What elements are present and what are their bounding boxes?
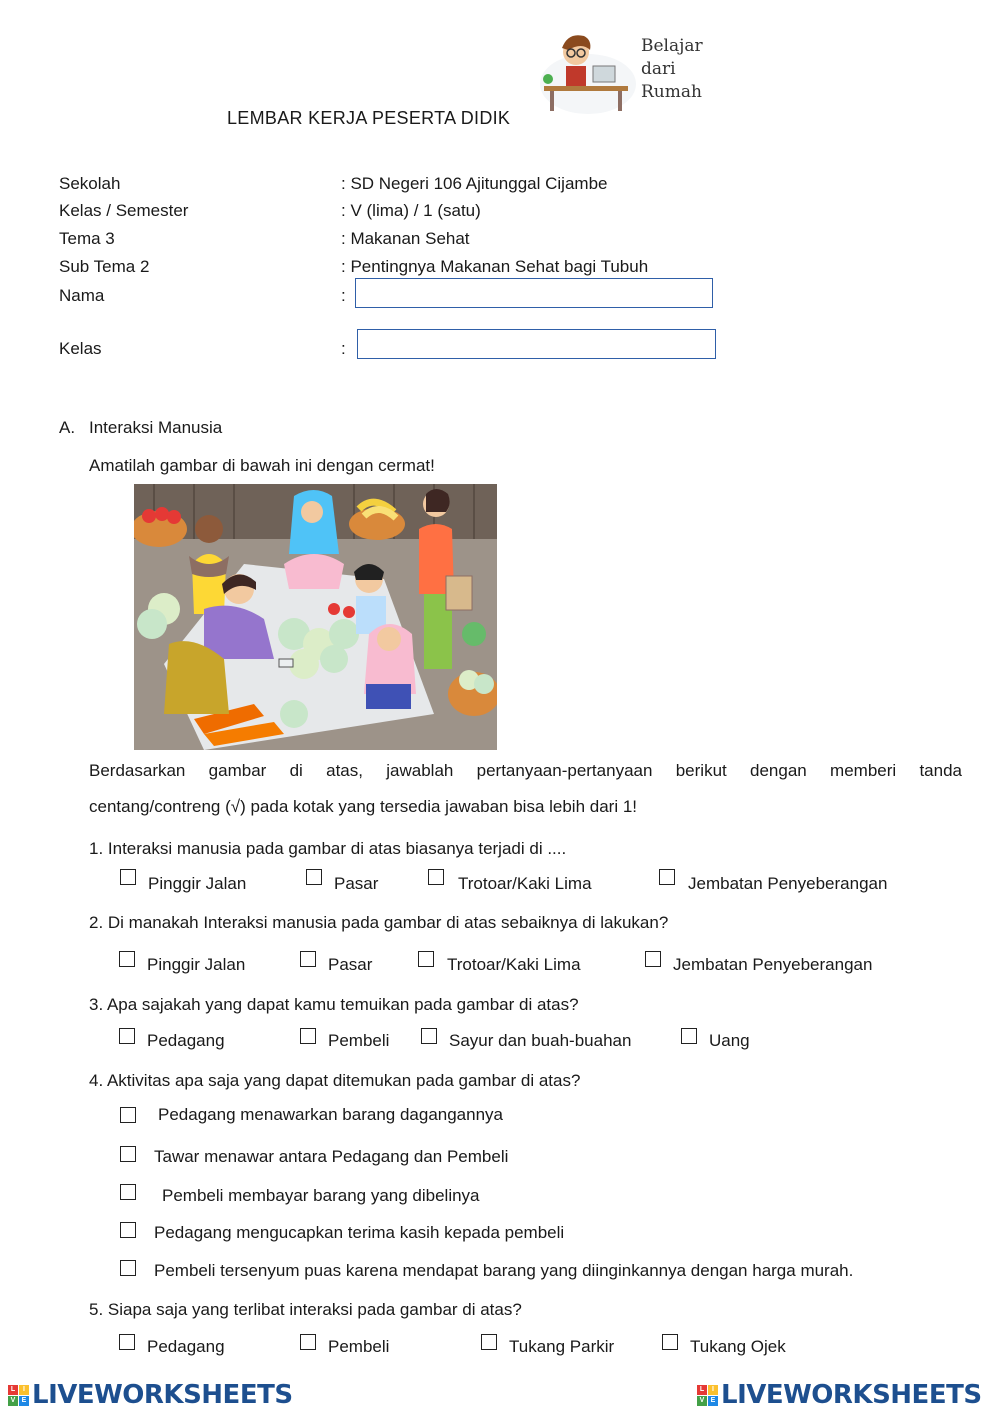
q2-option-pasar: Pasar [328,955,373,974]
label-kelas: Kelas [59,339,102,358]
q2-option-jembatan: Jembatan Penyeberangan [673,955,873,974]
q4-checkbox-3[interactable] [120,1184,136,1200]
q5-checkbox-pembeli[interactable] [300,1334,316,1350]
liveworksheets-grid-icon: L I V E [8,1385,29,1406]
q4-option-3: Pembeli membayar barang yang dibelinya [162,1186,480,1205]
label-sekolah: Sekolah [59,174,121,193]
question-4-text: 4. Aktivitas apa saja yang dapat ditemukan pada gambar di atas? [89,1071,581,1090]
question-instruction-line2: centang/contreng (√) pada kotak yang tersedia jawaban bisa lebih dari 1! [89,797,638,816]
instruction-text: Amatilah gambar di bawah ini dengan cermat! [89,456,435,475]
q4-checkbox-2[interactable] [120,1146,136,1162]
q1-option-jembatan: Jembatan Penyeberangan [688,874,888,893]
label-kelas-semester: Kelas / Semester [59,201,189,220]
nama-input[interactable] [355,278,713,308]
question-1-text: 1. Interaksi manusia pada gambar di atas biasanya terjadi di .... [89,839,567,858]
q1-option-pasar: Pasar [334,874,379,893]
q2-option-trotoar: Trotoar/Kaki Lima [447,955,581,974]
logo-text-rumah: Rumah [641,82,702,102]
q1-checkbox-trotoar[interactable] [428,869,444,885]
value-sub-tema: : Pentingnya Makanan Sehat bagi Tubuh [341,257,649,276]
q3-checkbox-pembeli[interactable] [300,1028,316,1044]
q2-checkbox-jembatan[interactable] [645,951,661,967]
q1-checkbox-pasar[interactable] [306,869,322,885]
logo-text-dari: dari [641,59,676,79]
value-kelas-semester: : V (lima) / 1 (satu) [341,201,481,220]
q3-option-uang: Uang [709,1031,750,1050]
question-2-text: 2. Di manakah Interaksi manusia pada gambar di atas sebaiknya di lakukan? [89,913,669,932]
q4-option-4: Pedagang mengucapkan terima kasih kepada pembeli [154,1223,565,1242]
q5-checkbox-tukang-parkir[interactable] [481,1334,497,1350]
student-at-desk-icon [538,24,638,116]
q3-option-sayur-buah: Sayur dan buah-buahan [449,1031,632,1050]
question-instruction-line1: Berdasarkan gambar di atas, jawablah pertanyaan-pertanyaan berikut dengan memberi tanda [89,761,962,780]
colon-nama: : [341,286,346,305]
section-letter: A. [59,418,76,437]
q5-option-tukang-parkir: Tukang Parkir [509,1337,615,1356]
q1-option-pinggir-jalan: Pinggir Jalan [148,874,247,893]
label-tema: Tema 3 [59,229,115,248]
question-3-text: 3. Apa sajakah yang dapat kamu temuikan pada gambar di atas? [89,995,579,1014]
value-sekolah: : SD Negeri 106 Ajitunggal Cijambe [341,174,608,193]
label-nama: Nama [59,286,105,305]
logo-text-belajar: Belajar [641,36,703,56]
q4-checkbox-4[interactable] [120,1222,136,1238]
page-title: LEMBAR KERJA PESERTA DIDIK [227,108,511,128]
q3-checkbox-pedagang[interactable] [119,1028,135,1044]
q2-checkbox-trotoar[interactable] [418,951,434,967]
q5-checkbox-tukang-ojek[interactable] [662,1334,678,1350]
question-5-text: 5. Siapa saja yang terlibat interaksi pada gambar di atas? [89,1300,522,1319]
colon-kelas: : [341,339,346,358]
q5-option-pedagang: Pedagang [147,1337,225,1356]
value-tema: : Makanan Sehat [341,229,470,248]
q4-checkbox-5[interactable] [120,1260,136,1276]
section-heading: Interaksi Manusia [89,418,223,437]
q2-checkbox-pasar[interactable] [300,951,316,967]
q4-option-2: Tawar menawar antara Pedagang dan Pembeli [154,1147,509,1166]
q3-option-pedagang: Pedagang [147,1031,225,1050]
q3-checkbox-sayur-buah[interactable] [421,1028,437,1044]
q5-option-pembeli: Pembeli [328,1337,390,1356]
q5-option-tukang-ojek: Tukang Ojek [690,1337,786,1356]
q5-checkbox-pedagang[interactable] [119,1334,135,1350]
q3-option-pembeli: Pembeli [328,1031,390,1050]
q4-checkbox-1[interactable] [120,1107,136,1123]
kelas-input[interactable] [357,329,716,359]
q1-checkbox-jembatan[interactable] [659,869,675,885]
q3-checkbox-uang[interactable] [681,1028,697,1044]
q2-checkbox-pinggir-jalan[interactable] [119,951,135,967]
liveworksheets-brand-text: LIVEWORKSHEETS [721,1380,982,1410]
q4-option-1: Pedagang menawarkan barang dagangannya [158,1105,503,1124]
market-scene-illustration [134,484,497,750]
liveworksheets-logo-left [8,1380,293,1410]
liveworksheets-logo-right [697,1380,982,1410]
liveworksheets-grid-icon: L I V E [697,1385,718,1406]
q2-option-pinggir-jalan: Pinggir Jalan [147,955,246,974]
q1-checkbox-pinggir-jalan[interactable] [120,869,136,885]
liveworksheets-brand-text: LIVEWORKSHEETS [32,1380,293,1410]
label-sub-tema: Sub Tema 2 [59,257,150,276]
q4-option-5: Pembeli tersenyum puas karena mendapat barang yang diinginkannya dengan harga murah. [154,1261,854,1280]
q1-option-trotoar: Trotoar/Kaki Lima [458,874,592,893]
